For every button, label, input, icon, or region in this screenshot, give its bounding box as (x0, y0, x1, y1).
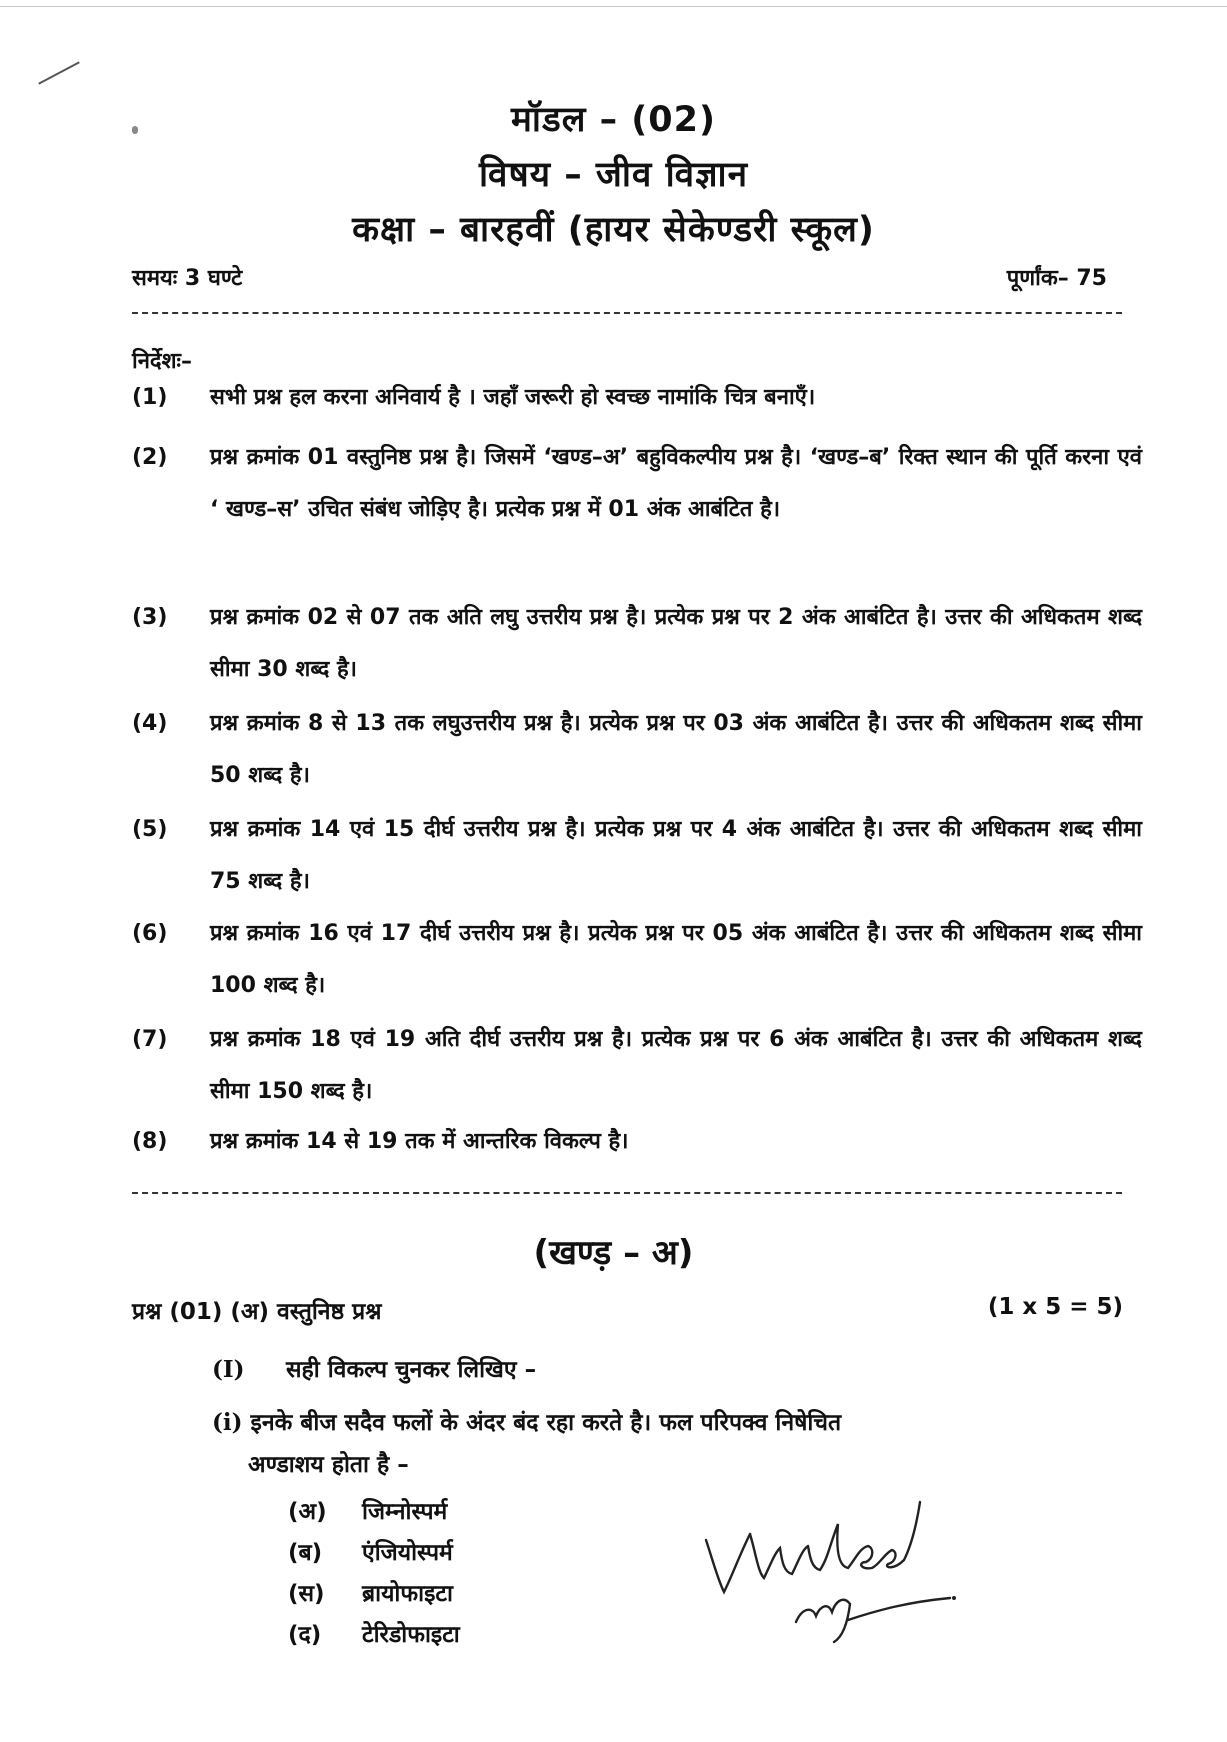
option-label: (स) (288, 1581, 325, 1607)
option-label: (अ) (288, 1499, 327, 1525)
instruction-item (132, 1116, 1142, 1168)
instruction-item (132, 432, 1142, 536)
question-label: प्रश्न (01) (अ) वस्तुनिष्ठ प्रश्न (132, 1299, 382, 1325)
instruction-number: (8) (132, 1129, 168, 1154)
instruction-text: प्रश्न क्रमांक 01 वस्तुनिष्ठ प्रश्न है। जिसमें ‘खण्ड–अ’ बहुविकल्पीय प्रश्न है। ‘खण्ड–ब’ रिक्त स्थान की पूर्ति करना एवं ‘ खण्ड–स’ उचित संबंध जोड़िए है। प्रत्येक प्रश्न में 01 अंक आबंटित है। (210, 445, 1142, 522)
instructions-heading: निर्देशः– (132, 349, 192, 374)
instruction-item (132, 908, 1142, 1012)
subject-title: विषय – जीव विज्ञान (478, 155, 749, 195)
model-title: मॉडल – (02) (510, 100, 717, 140)
instruction-number: (3) (132, 605, 168, 630)
scan-pen-mark (38, 61, 80, 84)
sub-question-instruction (212, 1352, 536, 1384)
class-title: कक्षा – बारहवीं (हायर सेकेण्डरी स्कूल) (352, 210, 875, 250)
sub-question-roman: (I) (212, 1356, 245, 1383)
instruction-number: (2) (132, 445, 168, 470)
instruction-text: प्रश्न क्रमांक 14 से 19 तक में आन्तरिक विकल्प है। (210, 1129, 629, 1154)
dashed-divider-top (132, 312, 1122, 314)
option-label: (द) (288, 1622, 322, 1648)
full-marks: पूर्णांक– 75 (1006, 266, 1107, 291)
top-border-rule (0, 6, 1227, 7)
option-text: टेरिडोफाइटा (362, 1622, 460, 1648)
time-allowed: समयः 3 घण्टे (132, 266, 243, 291)
instruction-text: प्रश्न क्रमांक 02 से 07 तक अति लघु उत्तरीय प्रश्न है। प्रत्येक प्रश्न पर 2 अंक आबंटित है। उत्तर की अधिकतम शब्द सीमा 30 शब्द है। (210, 605, 1142, 682)
instruction-text: प्रश्न क्रमांक 16 एवं 17 दीर्घ उत्तरीय प्रश्न है। प्रत्येक प्रश्न पर 05 अंक आबंटित है। उत्तर की अधिकतम शब्द सीमा 100 शब्द है। (210, 921, 1142, 998)
question-marks: (1 x 5 = 5) (987, 1294, 1123, 1320)
section-heading: (खण्ड़ – अ) (533, 1233, 694, 1273)
instruction-item (132, 1014, 1142, 1118)
instruction-text: सभी प्रश्न हल करना अनिवार्य है । जहाँ जरूरी हो स्वच्छ नामांकि चित्र बनाएँ। (210, 385, 816, 410)
instruction-item (132, 804, 1142, 908)
option-text: जिम्नोस्पर्म (362, 1499, 448, 1525)
mcq-question (212, 1402, 1112, 1486)
instruction-number: (6) (132, 921, 168, 946)
option-text: एंजियोस्पर्म (362, 1540, 453, 1566)
instruction-item (132, 698, 1142, 802)
instruction-item (132, 592, 1142, 696)
sub-question-text: सही विकल्प चुनकर लिखिए – (286, 1357, 537, 1383)
mcq-option (288, 1617, 460, 1649)
instruction-number: (5) (132, 817, 168, 842)
option-label: (ब) (288, 1540, 323, 1566)
instruction-text: प्रश्न क्रमांक 14 एवं 15 दीर्घ उत्तरीय प्रश्न है। प्रत्येक प्रश्न पर 4 अंक आबंटित है। उत्तर की अधिकतम शब्द सीमा 75 शब्द है। (210, 817, 1142, 894)
mcq-option (288, 1535, 453, 1567)
mcq-option (288, 1494, 447, 1526)
mcq-option (288, 1576, 453, 1608)
instruction-number: (4) (132, 711, 168, 736)
instruction-number: (1) (132, 385, 168, 410)
mcq-number: (i) (212, 1409, 243, 1436)
instruction-item (132, 372, 1142, 424)
option-text: ब्रायोफाइटा (362, 1581, 453, 1607)
instruction-number: (7) (132, 1027, 168, 1052)
mcq-text-line1: इनके बीज सदैव फलों के अंदर बंद रहा करते है। फल परिपक्व निषेचित (250, 1410, 842, 1436)
dashed-divider-bottom (132, 1192, 1122, 1194)
instruction-text: प्रश्न क्रमांक 18 एवं 19 अति दीर्घ उत्तरीय प्रश्न है। प्रत्येक प्रश्न पर 6 अंक आबंटित है। उत्तर की अधिकतम शब्द सीमा 150 शब्द है। (210, 1027, 1142, 1104)
instruction-text: प्रश्न क्रमांक 8 से 13 तक लघुउत्तरीय प्रश्न है। प्रत्येक प्रश्न पर 03 अंक आबंटित है। उत्तर की अधिकतम शब्द सीमा 50 शब्द है। (210, 711, 1142, 788)
verified-signature (698, 1488, 968, 1648)
mcq-text-line2: अण्डाशय होता है – (248, 1452, 409, 1478)
